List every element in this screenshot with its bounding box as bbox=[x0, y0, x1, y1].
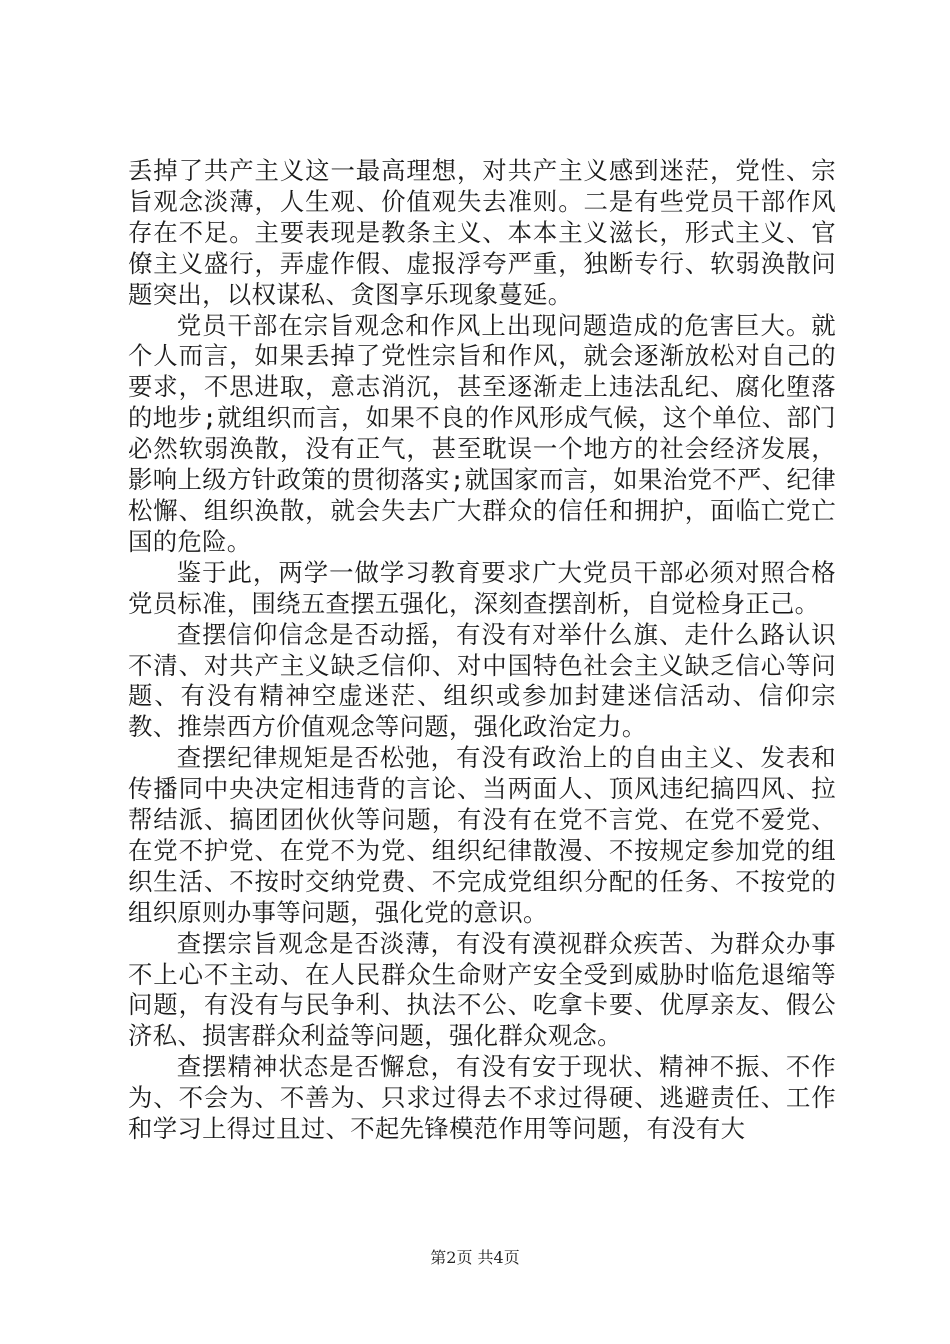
paragraph: 党员干部在宗旨观念和作风上出现问题造成的危害巨大。就个人而言，如果丢掉了党性宗旨和作风，就会逐渐放松对自己的要求，不思进取，意志消沉，甚至逐渐走上违法乱纪、腐化堕落的地步;就组织而言，如果不良的作风形成气候，这个单位、部门必然软弱涣散，没有正气，甚至耽误一个地方的社会经济发展，影响上级方针政策的贯彻落实;就国家而言，如果治党不严、纪律松懈、组织涣散，就会失去广大群众的信任和拥护，面临亡党亡国的危险。 bbox=[128, 310, 836, 556]
paragraph: 查摆纪律规矩是否松弛，有没有政治上的自由主义、发表和传播同中央决定相违背的言论、当两面人、顶风违纪搞四风、拉帮结派、搞团团伙伙等问题，有没有在党不言党、在党不爱党、在党不护党、在党不为党、组织纪律散漫、不按规定参加党的组织生活、不按时交纳党费、不完成党组织分配的任务、不按党的组织原则办事等问题，强化党的意识。 bbox=[128, 743, 836, 927]
page-number-footer: 第2页 共4页 bbox=[430, 1248, 520, 1267]
paragraph: 查摆精神状态是否懈怠，有没有安于现状、精神不振、不作为、不会为、不善为、只求过得去不求过得硬、逃避责任、工作和学习上得过且过、不起先锋模范作用等问题，有没有大 bbox=[128, 1052, 836, 1144]
paragraph-continued: 丢掉了共产主义这一最高理想，对共产主义感到迷茫，党性、宗旨观念淡薄，人生观、价值观失去准则。二是有些党员干部作风存在不足。主要表现是教条主义、本本主义滋长，形式主义、官僚主义盛行，弄虚作假、虚报浮夸严重，独断专行、软弱涣散问题突出，以权谋私、贪图享乐现象蔓延。 bbox=[128, 156, 836, 309]
paragraph: 查摆宗旨观念是否淡薄，有没有漠视群众疾苦、为群众办事不上心不主动、在人民群众生命财产安全受到威胁时临危退缩等问题，有没有与民争利、执法不公、吃拿卡要、优厚亲友、假公济私、损害群众利益等问题，强化群众观念。 bbox=[128, 928, 836, 1051]
paragraph: 鉴于此，两学一做学习教育要求广大党员干部必须对照合格党员标准，围绕五查摆五强化，深刻查摆剖析，自觉检身正己。 bbox=[128, 557, 836, 618]
document-body bbox=[128, 156, 836, 1145]
paragraph: 查摆信仰信念是否动摇，有没有对举什么旗、走什么路认识不清、对共产主义缺乏信仰、对中国特色社会主义缺乏信心等问题、有没有精神空虚迷茫、组织或参加封建迷信活动、信仰宗教、推崇西方价值观念等问题，强化政治定力。 bbox=[128, 619, 836, 742]
